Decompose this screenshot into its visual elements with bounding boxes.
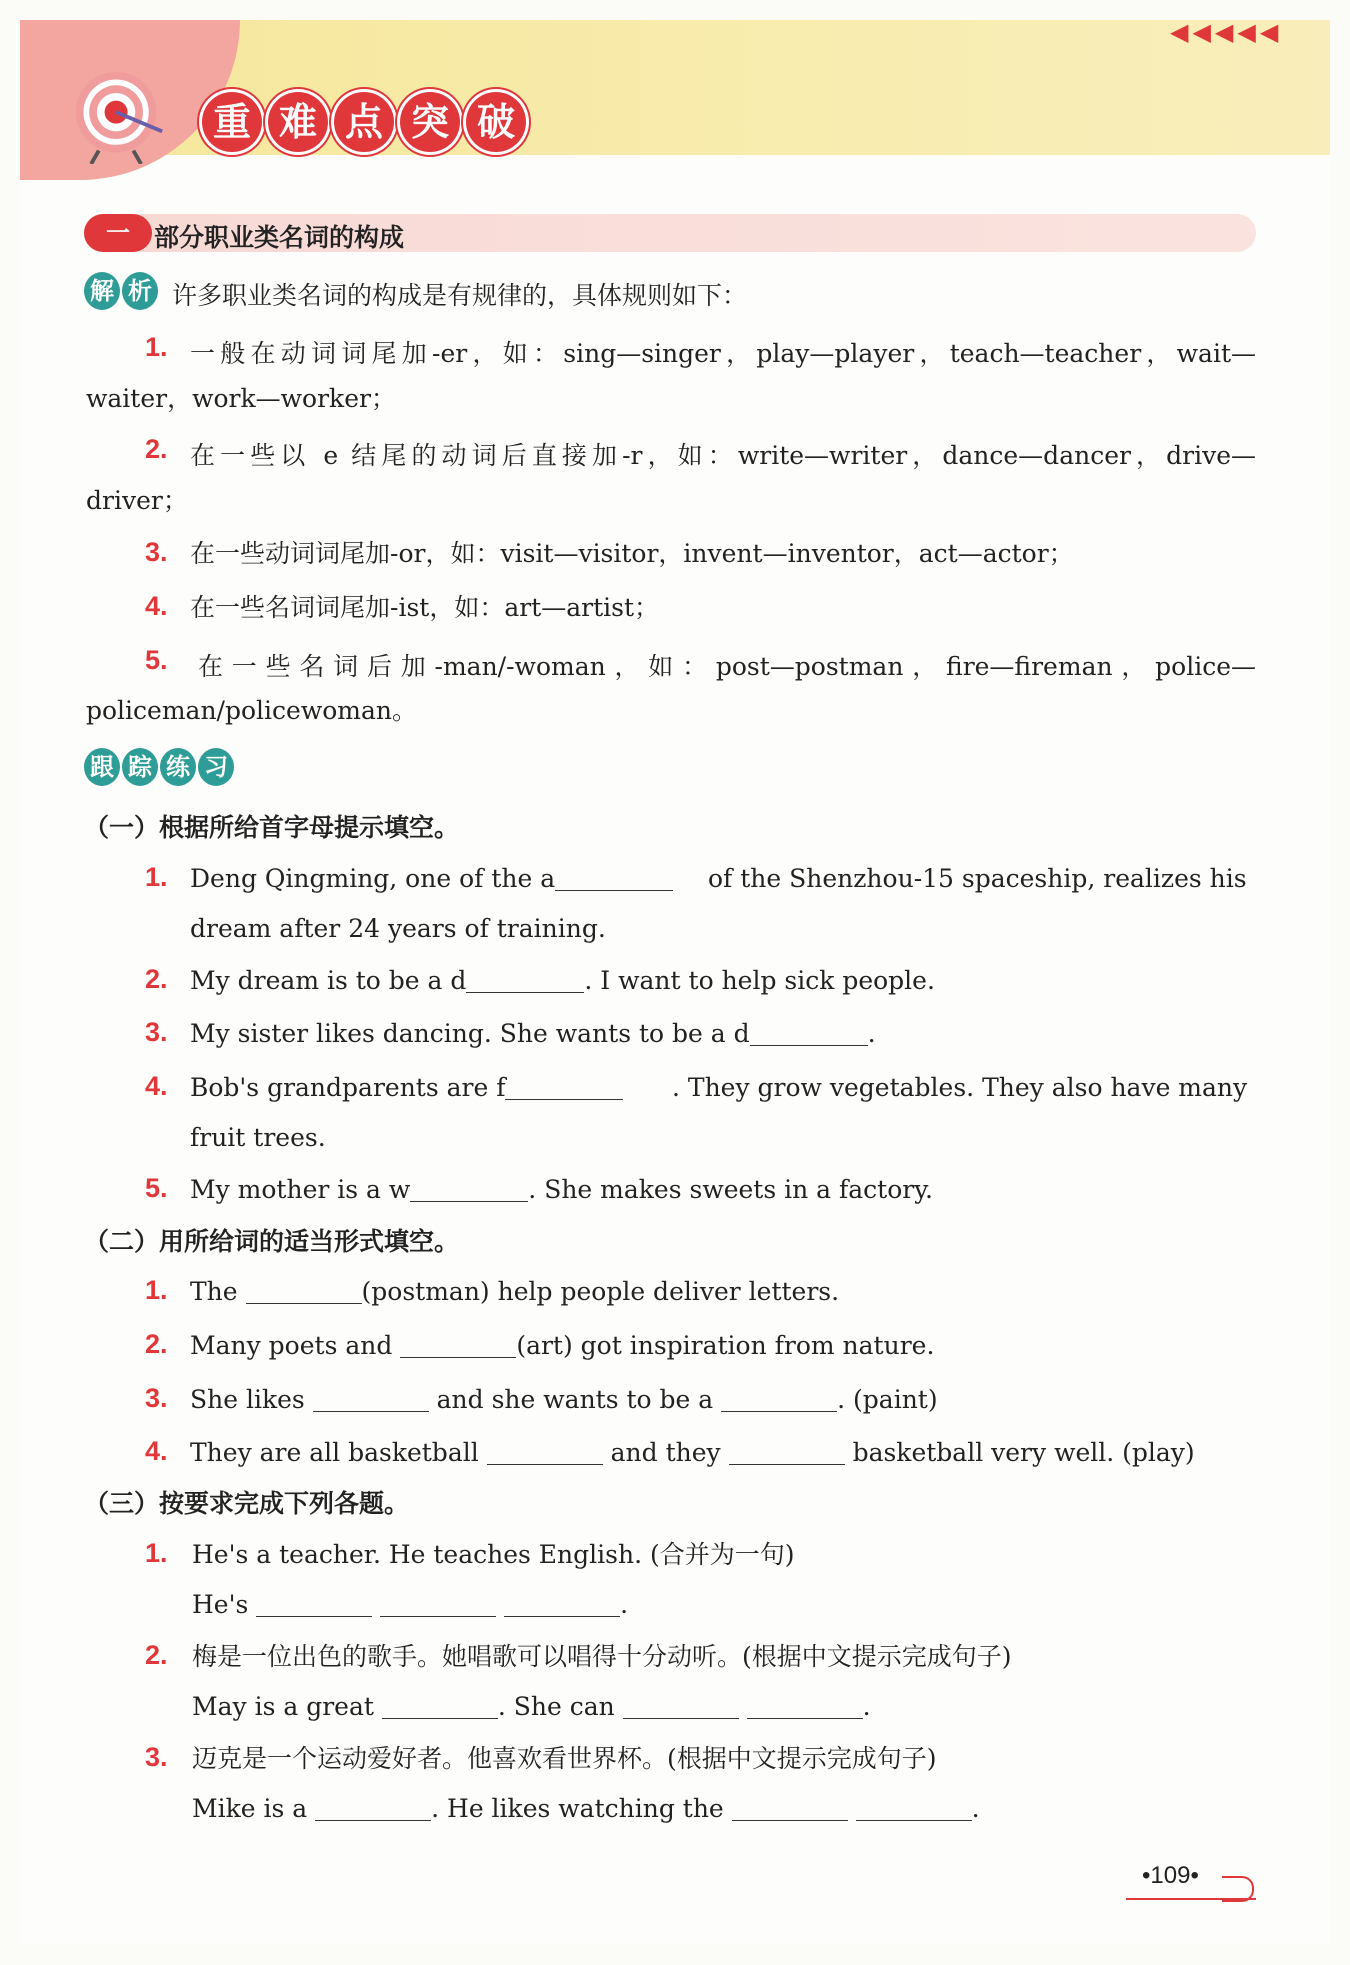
question-part: . (paint) <box>837 1385 938 1414</box>
rule-text: 在一些动词词尾加-or，如：visit—visitor，invent—inventor，act—actor； <box>190 539 1074 568</box>
section-title: 部分职业类名词的构成 <box>154 223 405 252</box>
part1-heading: （一）根据所给首字母提示填空。 <box>84 813 460 842</box>
question-part: . She makes sweets in a factory. <box>528 1175 933 1204</box>
rule-number: 2. <box>145 434 168 464</box>
badge-char: 解 <box>84 272 120 310</box>
question-part: Bob's grandparents are f <box>190 1073 506 1102</box>
badge-char: 踪 <box>122 748 158 786</box>
answer-blank[interactable] <box>555 866 673 891</box>
rule-text: driver； <box>86 486 188 515</box>
question-part: and she wants to be a <box>436 1385 714 1414</box>
page-number: •109• <box>1142 1862 1199 1889</box>
answer-blank[interactable] <box>315 1796 431 1821</box>
answer-blank[interactable] <box>380 1592 496 1617</box>
title-char: 难 <box>268 92 328 152</box>
question-text: . They grow vegetables. They also have many <box>672 1073 1248 1102</box>
question-part: They are all basketball <box>190 1438 479 1467</box>
answer-blank[interactable] <box>246 1279 362 1304</box>
question-number: 1. <box>145 862 168 892</box>
question-part: . <box>867 1019 876 1048</box>
badge-char: 习 <box>198 748 234 786</box>
answer-blank[interactable] <box>856 1796 972 1821</box>
part2-heading: （二）用所给词的适当形式填空。 <box>84 1227 460 1256</box>
title-char: 突 <box>400 92 460 152</box>
question-number: 1. <box>145 1275 168 1305</box>
question-part: (postman) help people deliver letters. <box>361 1277 840 1306</box>
question-part: My dream is to be a d <box>190 966 467 995</box>
section-number: 一 <box>84 214 152 252</box>
title-char: 点 <box>334 92 394 152</box>
answer-blank[interactable] <box>410 1177 528 1202</box>
question-text <box>190 1073 623 1103</box>
answer-line <box>192 1692 871 1722</box>
answer-blank[interactable] <box>750 1021 868 1046</box>
question-text <box>190 1385 938 1415</box>
question-number: 4. <box>145 1071 168 1101</box>
question-part: He's <box>192 1590 249 1619</box>
question-part: Many poets and <box>190 1331 393 1360</box>
question-part: My mother is a w <box>190 1175 411 1204</box>
question-text <box>190 1438 1195 1468</box>
question-prompt: He's a teacher. He teaches English. (合并为一句) <box>192 1540 795 1569</box>
rule-text: 一般在动词词尾加-er，如：sing—singer，play—player，teach—teacher，wait— <box>190 339 1256 368</box>
answer-line <box>192 1794 980 1824</box>
rule-text: 在一些名词词尾加-ist，如：art—artist； <box>190 593 659 622</box>
page-number-underline <box>1126 1898 1256 1900</box>
answer-blank[interactable] <box>400 1333 516 1358</box>
question-number: 2. <box>145 964 168 994</box>
question-part: . <box>620 1590 629 1619</box>
question-part: . I want to help sick people. <box>584 966 935 995</box>
question-part: and they <box>610 1438 721 1467</box>
question-text <box>190 966 935 996</box>
answer-blank[interactable] <box>313 1387 429 1412</box>
rule-text: policeman/policewoman。 <box>86 696 417 725</box>
question-part: . He likes watching the <box>431 1794 724 1823</box>
question-number: 2. <box>145 1640 168 1670</box>
part3-heading: （三）按要求完成下列各题。 <box>84 1489 410 1518</box>
question-part: The <box>190 1277 238 1306</box>
question-text <box>190 1277 839 1307</box>
question-part: . <box>971 1794 980 1823</box>
question-part: She likes <box>190 1385 305 1414</box>
answer-blank[interactable] <box>729 1440 845 1465</box>
answer-line <box>192 1590 628 1620</box>
question-part: Deng Qingming, one of the a <box>190 864 556 893</box>
question-prompt: 梅是一位出色的歌手。她唱歌可以唱得十分动听。(根据中文提示完成句子) <box>192 1642 1012 1671</box>
answer-blank[interactable] <box>721 1387 837 1412</box>
question-number: 3. <box>145 1383 168 1413</box>
question-part: (art) got inspiration from nature. <box>516 1331 935 1360</box>
question-part: . <box>862 1692 871 1721</box>
answer-blank[interactable] <box>747 1694 863 1719</box>
arrows-icon: ◀◀◀◀◀ <box>1170 18 1283 46</box>
question-text <box>190 1019 876 1049</box>
rule-number: 5. <box>145 645 168 675</box>
question-prompt: 迈克是一个运动爱好者。他喜欢看世界杯。(根据中文提示完成句子) <box>192 1744 937 1773</box>
analysis-intro: 许多职业类名词的构成是有规律的，具体规则如下： <box>172 281 748 310</box>
answer-blank[interactable] <box>487 1440 603 1465</box>
answer-blank[interactable] <box>466 968 584 993</box>
badge-char: 析 <box>122 272 158 310</box>
answer-blank[interactable] <box>382 1694 498 1719</box>
question-number: 2. <box>145 1329 168 1359</box>
answer-blank[interactable] <box>256 1592 372 1617</box>
rule-number: 3. <box>145 537 168 567</box>
question-number: 1. <box>145 1538 168 1568</box>
rule-text: waiter，work—worker； <box>86 384 396 413</box>
answer-blank[interactable] <box>732 1796 848 1821</box>
rule-text: 在一些以 e 结尾的动词后直接加-r，如：write—writer，dance—dancer，drive— <box>190 441 1256 470</box>
rule-text: 在一些名词后加-man/-woman，如：post—postman，fire—fireman，police— <box>198 652 1256 681</box>
question-part: basketball very well. (play) <box>852 1438 1195 1467</box>
question-number: 4. <box>145 1436 168 1466</box>
question-number: 5. <box>145 1173 168 1203</box>
question-text <box>190 864 673 894</box>
badge-char: 练 <box>160 748 196 786</box>
analysis-badge <box>84 272 158 310</box>
question-number: 3. <box>145 1017 168 1047</box>
page-title <box>202 92 526 152</box>
title-char: 破 <box>466 92 526 152</box>
question-text <box>190 1175 933 1205</box>
title-char: 重 <box>202 92 262 152</box>
question-part: . She can <box>497 1692 615 1721</box>
question-text: fruit trees. <box>190 1123 326 1152</box>
rule-number: 1. <box>145 332 168 362</box>
question-part: My sister likes dancing. She wants to be a d <box>190 1019 750 1048</box>
question-text <box>190 1331 934 1361</box>
target-icon <box>70 68 166 164</box>
answer-blank[interactable] <box>623 1694 739 1719</box>
question-part: Mike is a <box>192 1794 308 1823</box>
practice-badge <box>84 748 234 786</box>
answer-blank[interactable] <box>504 1592 620 1617</box>
answer-blank[interactable] <box>505 1075 623 1100</box>
badge-char: 跟 <box>84 748 120 786</box>
rule-number: 4. <box>145 591 168 621</box>
question-part: May is a great <box>192 1692 374 1721</box>
question-text: dream after 24 years of training. <box>190 914 606 943</box>
question-number: 3. <box>145 1742 168 1772</box>
question-text: of the Shenzhou-15 spaceship, realizes his <box>708 864 1247 893</box>
